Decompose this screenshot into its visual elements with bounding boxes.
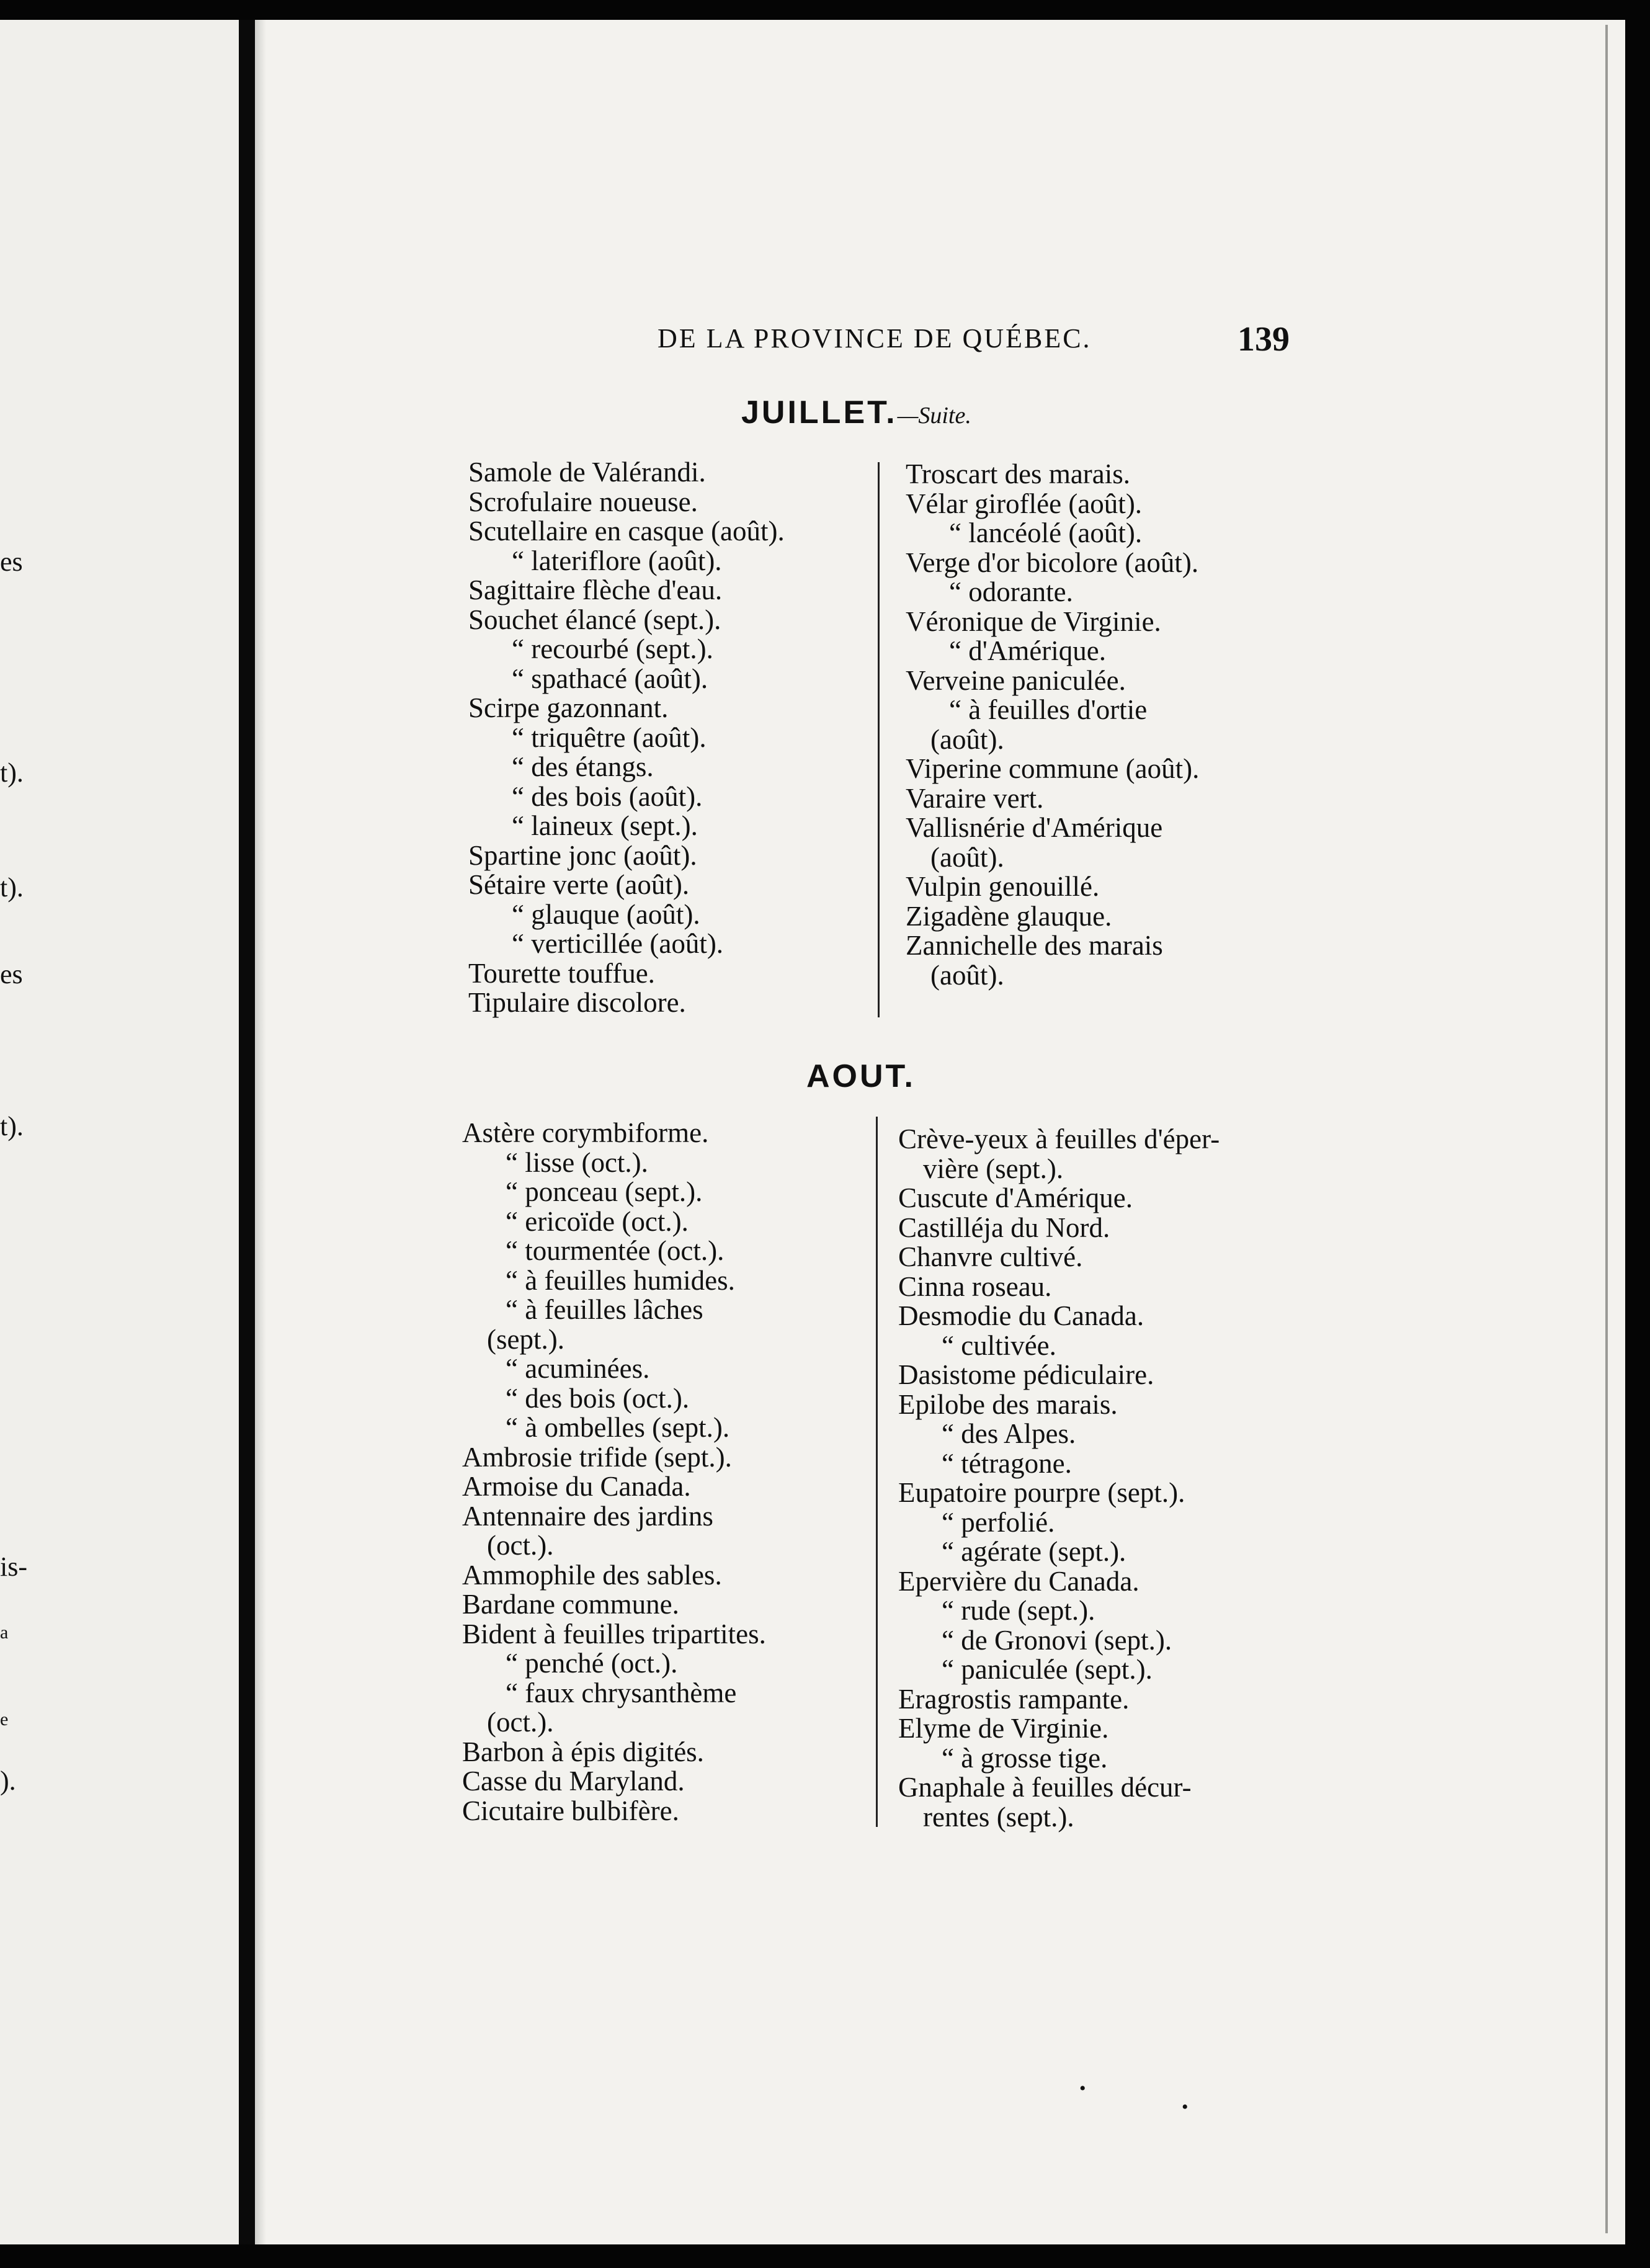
section-heading-aout (806, 1058, 916, 1095)
list-item: (août). (930, 841, 1004, 873)
list-item: “ tourmentée (oct.). (506, 1235, 725, 1266)
ink-speck: • (1079, 2078, 1086, 2099)
list-item: “ faux chrysanthème (506, 1677, 737, 1708)
list-item: Ammophile des sables. (462, 1559, 722, 1591)
list-item: “ lancéolé (août). (949, 517, 1143, 548)
list-item: “ des Alpes. (942, 1418, 1076, 1449)
scan-border-top (0, 0, 1650, 20)
list-item: Antennaire des jardins (462, 1500, 713, 1532)
list-item: Armoise du Canada. (462, 1471, 691, 1502)
list-item: Troscart des marais. (906, 458, 1131, 489)
list-item: vière (sept.). (923, 1153, 1064, 1184)
list-item: Vulpin genouillé. (906, 871, 1100, 902)
list-item: “ des étangs. (512, 751, 654, 782)
list-item: “ odorante. (949, 576, 1073, 607)
list-item: “ lisse (oct.). (506, 1146, 648, 1178)
list-item: Zannichelle des marais (906, 930, 1163, 961)
list-item: Varaire vert. (906, 782, 1044, 814)
list-item: Tipulaire discolore. (468, 987, 686, 1018)
list-item: Eupatoire pourpre (sept.). (898, 1477, 1185, 1508)
list-item: Scrofulaire noueuse. (468, 486, 698, 517)
list-item: “ spathacé (août). (512, 663, 708, 694)
list-item: “ lateriflore (août). (512, 545, 722, 576)
list-item: Viperine commune (août). (906, 753, 1200, 784)
list-item: “ à grosse tige. (942, 1742, 1108, 1774)
list-item: Vallisnérie d'Amérique (906, 812, 1163, 843)
list-item: Dasistome péd​iculaire. (898, 1359, 1154, 1390)
facing-page (0, 0, 239, 2268)
list-item: Castilléja du Nord. (898, 1212, 1110, 1243)
list-item: “ cultivée. (942, 1329, 1056, 1361)
list-item: “ verticillée (août). (512, 928, 724, 959)
list-item: Ambrosie trifide (sept.). (462, 1441, 732, 1473)
gutter-shadow (255, 0, 266, 2268)
list-item: “ laineux (sept.). (512, 810, 698, 841)
list-item: “ de Gronovi (sept.). (942, 1624, 1172, 1656)
list-item: “ à feuilles humides. (506, 1264, 735, 1296)
list-item: (août). (930, 959, 1004, 991)
fragment: es (0, 959, 23, 989)
section-title: AOUT. (806, 1058, 916, 1094)
list-item: Chanvre cultivé. (898, 1241, 1083, 1272)
list-item: Sagittaire flèche d'eau. (468, 574, 723, 605)
list-item: (sept.). (487, 1323, 564, 1355)
list-item: Tourette touffue. (468, 957, 655, 989)
list-item: “ ponceau (sept.). (506, 1176, 703, 1207)
list-item: Cicutaire bulbifère. (462, 1795, 679, 1826)
section-title: JUILLET. (741, 395, 898, 431)
list-item: Cinna roseau. (898, 1270, 1052, 1302)
list-item: Cuscute d'Amérique. (898, 1182, 1133, 1213)
list-item: Samole de Valérandi. (468, 457, 706, 488)
list-item: “ rude (sept.). (942, 1595, 1095, 1626)
scan-border-right (1625, 0, 1650, 2268)
fragment: is- (0, 1551, 27, 1582)
list-item: “ d'Amérique. (949, 635, 1107, 666)
list-item: “ à ombelles (sept.). (506, 1412, 730, 1443)
list-item: Souchet élancé (sept.). (468, 604, 721, 635)
list-item: “ recourbé (sept.). (512, 633, 713, 664)
column-rule (876, 1117, 878, 1827)
ink-speck: • (1182, 2097, 1188, 2117)
list-item: “ agérate (sept.). (942, 1536, 1126, 1567)
list-item: (oct.). (487, 1530, 554, 1561)
list-item: Scirpe gazonnant. (468, 692, 669, 723)
fragment: es (0, 547, 23, 577)
scan-border-bottom (0, 2244, 1650, 2268)
list-item: (août). (930, 723, 1004, 755)
fragment: t). (0, 757, 24, 788)
list-item: “ triquêtre (août). (512, 721, 707, 753)
section-heading-juillet (741, 394, 971, 431)
list-item: Verveine paniculée. (906, 664, 1126, 696)
list-item: “ paniculée (sept.). (942, 1654, 1153, 1685)
fragment: t). (0, 1111, 24, 1141)
list-item: (oct.). (487, 1707, 554, 1738)
list-item: Bardane commune. (462, 1589, 679, 1620)
list-item: “ à feuilles d'ortie (949, 694, 1148, 725)
running-head: DE LA PROVINCE DE QUÉBEC. (658, 323, 1092, 354)
list-item: Epilobe des marais. (898, 1388, 1118, 1420)
list-item: “ des bois (oct.). (506, 1382, 690, 1414)
list-item: Epervière du Canada. (898, 1565, 1139, 1597)
list-item: “ tétragone. (942, 1447, 1072, 1479)
list-item: Crève-yeux à feuilles d'éper- (898, 1123, 1220, 1154)
page-edge-line (1605, 25, 1608, 2233)
list-item: Gnaphale à feuilles décur- (898, 1772, 1192, 1803)
list-item: Verge d'or bicolore (août). (906, 547, 1199, 578)
list-item: Bident à feuilles tripartites. (462, 1618, 766, 1650)
fragment: a (0, 1622, 9, 1643)
section-subtitle: —Suite. (897, 403, 971, 429)
fragment: ). (0, 1766, 16, 1796)
list-item: “ acuminées. (506, 1353, 650, 1384)
list-item: “ ericoïde (oct.). (506, 1205, 689, 1237)
list-item: Sétaire verte (août). (468, 869, 690, 900)
fragment: e (0, 1709, 9, 1730)
list-item: “ penché (oct.). (506, 1648, 678, 1679)
list-item: rentes (sept.). (923, 1801, 1074, 1833)
list-item: Desmodie du Canada. (898, 1300, 1144, 1331)
list-item: “ à feuilles lâches (506, 1294, 703, 1325)
fragment: t). (0, 872, 24, 903)
book-gutter (239, 0, 255, 2268)
list-item: Eragrostis rampante. (898, 1683, 1130, 1715)
list-item: Vélar giroflée (août). (906, 488, 1143, 519)
list-item: Spartine jonc (août). (468, 839, 697, 871)
list-item: Véronique de Virginie. (906, 605, 1161, 637)
list-item: “ des bois (août). (512, 780, 703, 812)
list-item: “ glauque (août). (512, 898, 700, 930)
list-item: Elyme de Virginie. (898, 1713, 1109, 1744)
page-number: 139 (1238, 320, 1290, 359)
list-item: Casse du Maryland. (462, 1766, 685, 1797)
list-item: Zigadène glauque. (906, 900, 1112, 932)
list-item: Scutellaire en casque (août). (468, 516, 785, 547)
list-item: Barbon à épis digités. (462, 1736, 704, 1767)
list-item: Astère corymbiforme. (462, 1117, 709, 1148)
list-item: “ perfolié. (942, 1506, 1055, 1538)
column-rule (878, 462, 880, 1017)
